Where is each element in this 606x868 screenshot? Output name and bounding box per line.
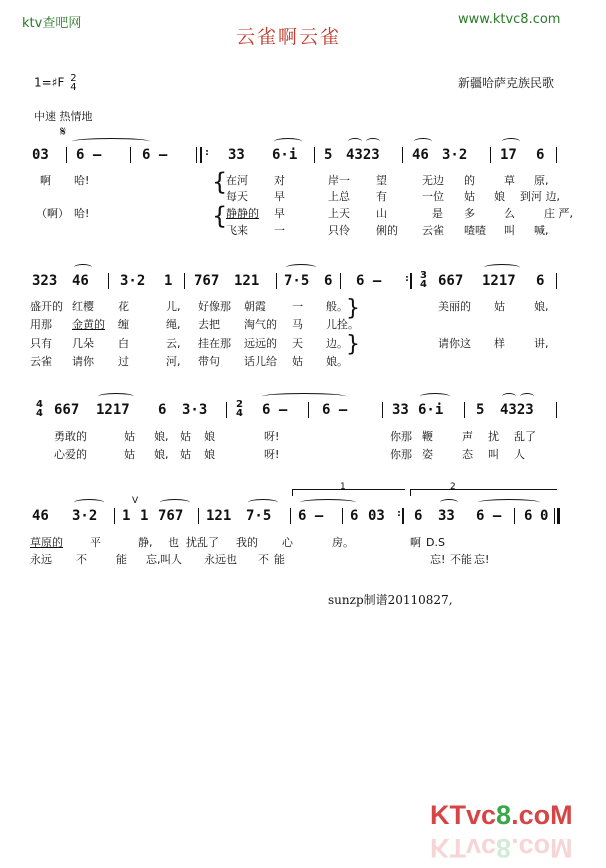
lyric: 早: [274, 190, 285, 203]
note-group: 6: [414, 508, 423, 524]
watermark-text: 8: [496, 800, 512, 830]
watermark-text: 8: [496, 833, 512, 863]
lyric: 扰: [488, 430, 499, 443]
note-group: 17: [500, 147, 517, 163]
lyric: 叫: [488, 448, 499, 461]
barline: [556, 147, 557, 163]
note-group: 33: [392, 402, 409, 418]
lyric: 娘: [204, 430, 215, 443]
lyric: 人: [514, 448, 525, 461]
lyric: 是: [432, 207, 443, 220]
lyric: 心: [282, 536, 293, 549]
repeat-dots: :: [404, 273, 411, 284]
note-group: 5: [476, 402, 485, 418]
lyric: 勇敢的: [54, 430, 87, 443]
lyric: 在河: [226, 174, 248, 187]
barline: [198, 508, 199, 524]
note-group: 46: [32, 508, 49, 524]
time-signature: [36, 400, 43, 418]
lyric: 到河 边,: [520, 190, 560, 203]
lyric: 过: [118, 355, 129, 368]
time-den: 4: [236, 408, 243, 419]
barline: [554, 508, 555, 524]
time-num: 2: [236, 399, 243, 410]
note-group: 6 –: [142, 147, 168, 163]
barline: [340, 273, 341, 289]
volta-label: 2: [450, 482, 456, 492]
barline: [514, 508, 515, 524]
lyric: 盛开的: [30, 300, 63, 313]
note-group: 33: [228, 147, 245, 163]
watermark-reflection: [430, 832, 573, 863]
lyric: 哈!: [74, 174, 90, 187]
note-group: 6 –: [76, 147, 102, 163]
lyric: 也: [168, 536, 179, 549]
lyric: 原,: [534, 174, 549, 187]
verse-row-2: [30, 316, 359, 332]
note-group: 121: [234, 273, 260, 289]
slur: [414, 138, 432, 145]
slur: [160, 499, 190, 506]
lyric: 一位: [422, 190, 444, 203]
note-group: 1: [122, 508, 131, 524]
lyric: 呀!: [264, 448, 280, 461]
lyric: 姑: [124, 430, 135, 443]
time-signature: [70, 74, 76, 92]
note-group: 6: [158, 402, 167, 418]
lyric: 平: [90, 536, 101, 549]
note-group: 46: [412, 147, 429, 163]
time-signature: [236, 400, 243, 418]
lyric: 啊: [410, 536, 421, 549]
barline: [114, 508, 115, 524]
lyric: 云雀: [422, 224, 444, 237]
verse-row-3: [30, 335, 348, 351]
verse-row-3: [226, 205, 573, 221]
note-group: 323: [32, 273, 58, 289]
lyric: 忘!: [430, 553, 446, 566]
tie: [72, 138, 150, 145]
lyric: 一: [292, 300, 303, 313]
time-num: 2: [70, 73, 77, 84]
repeat-dots: :: [396, 508, 403, 519]
lyric: 边。: [326, 337, 348, 350]
slur: [248, 499, 278, 506]
tempo-marking: 中速 热情地: [34, 110, 93, 123]
lyric: 喊,: [534, 224, 549, 237]
note-group: 33: [438, 508, 455, 524]
lyric: 般。: [326, 300, 348, 313]
verse-row-2: [54, 446, 525, 462]
lyric: 马: [292, 318, 303, 331]
note-group: 1: [164, 273, 173, 289]
slur: [420, 393, 450, 400]
lyric: 姑: [124, 448, 135, 461]
verse-row-4: [226, 222, 549, 238]
lyric: 姑: [494, 300, 505, 313]
slur: [502, 138, 520, 145]
lyric: 云,: [166, 337, 181, 350]
lyric: 带句: [198, 355, 220, 368]
segno-sign: 𝄋: [60, 124, 67, 140]
watermark-text: KTvc: [430, 800, 497, 830]
lyric: 山: [376, 207, 387, 220]
verse-row-1: [226, 172, 549, 188]
lyric: 白: [118, 337, 129, 350]
slur: [286, 264, 316, 271]
note-group: 3·2: [120, 273, 146, 289]
note-group: 6: [350, 508, 359, 524]
note-group: 6: [324, 273, 333, 289]
slur: [98, 393, 134, 400]
lyric: 你那: [390, 448, 412, 461]
barline: [66, 147, 67, 163]
lyric: 不: [258, 553, 269, 566]
lyric: 能: [274, 553, 285, 566]
note-group: 3·3: [182, 402, 208, 418]
note-group: 46: [72, 273, 89, 289]
lyric: 绳,: [166, 318, 181, 331]
note-group: 1217: [482, 273, 516, 289]
tie: [478, 499, 540, 506]
time-num: 3: [420, 270, 427, 281]
watermark-text: .coM: [511, 800, 573, 830]
repeat-dots: :: [204, 147, 211, 158]
lyric: 能: [116, 553, 127, 566]
lyric: 无边: [422, 174, 444, 187]
verse-row-1: [30, 298, 348, 314]
verse-row-2: [226, 188, 560, 204]
song-title: 云雀啊云雀: [236, 26, 342, 48]
lyric: 草: [504, 174, 515, 187]
lyric: 娘: [494, 190, 505, 203]
barline: [226, 402, 227, 418]
lyric: （啊）: [36, 207, 69, 220]
lyric: 姑: [464, 190, 475, 203]
transcriber-credit: sunzp制谱20110827,: [328, 593, 453, 607]
note-group: 7·5: [284, 273, 310, 289]
note-group: 1217: [96, 402, 130, 418]
lyric: 鞭: [422, 430, 433, 443]
time-num: 4: [36, 399, 43, 410]
lyric: 草原的: [30, 536, 63, 549]
note-group: 6: [536, 147, 545, 163]
lyric: 的: [464, 174, 475, 187]
watermark-text: .coM: [511, 833, 573, 863]
lyric: 你那: [390, 430, 412, 443]
slur: [74, 264, 92, 271]
tie: [300, 499, 356, 506]
barline: [556, 273, 557, 289]
lyric: 扰乱了: [186, 536, 219, 549]
time-den: 4: [70, 82, 77, 93]
lyric: 娘,: [154, 430, 169, 443]
note-group: 767: [158, 508, 184, 524]
time-den: 4: [420, 279, 427, 290]
lyric: 不: [76, 553, 87, 566]
lyric: 美丽的: [438, 300, 471, 313]
lyric: 呀!: [264, 430, 280, 443]
lyric: 叫: [504, 224, 515, 237]
breath-mark: V: [132, 496, 139, 506]
slur: [520, 393, 534, 400]
time-signature: [420, 271, 427, 289]
lyric: 永远也: [204, 553, 237, 566]
lyric: 忘,: [146, 553, 161, 566]
lyric: 话儿给: [244, 355, 277, 368]
barline: [290, 508, 291, 524]
note-group: 0: [540, 508, 549, 524]
verse-brace: {: [212, 168, 228, 196]
note-group: 6·i: [272, 147, 298, 163]
lyric: 房。: [332, 536, 354, 549]
final-bar: [557, 508, 560, 524]
lyric: 只有: [30, 337, 52, 350]
note-group: 6: [524, 508, 533, 524]
lyric: 有: [376, 190, 387, 203]
lyric: 花: [118, 300, 129, 313]
tie: [262, 393, 346, 400]
slur: [440, 499, 458, 506]
lyric: 姑: [292, 355, 303, 368]
note-group: 03: [32, 147, 49, 163]
lyric: 望: [376, 174, 387, 187]
repeat-start-bar: [200, 147, 202, 163]
lyric: 喳喳: [464, 224, 486, 237]
volta-bracket-1: [292, 489, 405, 496]
lyric: 上总: [328, 190, 350, 203]
lyric: D.S: [426, 536, 445, 549]
lyric: 请你: [72, 355, 94, 368]
lyric: 静,: [138, 536, 153, 549]
lyric: 乱了: [514, 430, 536, 443]
lyric: 天: [292, 337, 303, 350]
slur: [502, 393, 516, 400]
slur: [274, 138, 302, 145]
lyric: 静静的: [226, 207, 259, 220]
note-group: 121: [206, 508, 232, 524]
barline: [342, 508, 343, 524]
barline: [108, 273, 109, 289]
verse-right-1: [438, 298, 549, 314]
site-left-label[interactable]: ktv查吧网: [22, 16, 82, 31]
repeat-end-bar: [410, 273, 412, 289]
note-group: 6 –: [356, 273, 382, 289]
lyric: 岸一: [328, 174, 350, 187]
verse-brace: }: [346, 296, 360, 321]
note-group: 3·2: [442, 147, 468, 163]
barline: [130, 147, 131, 163]
lyric: 请你这: [438, 337, 471, 350]
note-group: 6 –: [322, 402, 348, 418]
song-origin: 新疆哈萨克族民歌: [458, 76, 555, 90]
note-group: 03: [368, 508, 385, 524]
volta-bracket-2: [410, 489, 557, 496]
barline: [464, 402, 465, 418]
barline: [196, 147, 197, 163]
lyric: 朝霞: [244, 300, 266, 313]
repeat-end-bar: [402, 508, 404, 524]
lyric: 去把: [198, 318, 220, 331]
lyric: 早: [274, 207, 285, 220]
barline: [308, 402, 309, 418]
slur: [74, 499, 104, 506]
barline: [556, 402, 557, 418]
note-group: 5: [324, 147, 333, 163]
lyric: 挂在那: [198, 337, 231, 350]
lyric: 缠: [118, 318, 129, 331]
slur: [348, 138, 362, 145]
verse-row-1: [54, 428, 536, 444]
lyric: 忘!: [474, 553, 490, 566]
lyric: 一: [274, 224, 285, 237]
slur: [484, 264, 520, 271]
note-group: 667: [438, 273, 464, 289]
site-right-label[interactable]: www.ktvc8.com: [458, 12, 561, 27]
lyric: 娘,: [534, 300, 549, 313]
lyric: 儿拴。: [326, 318, 359, 331]
barline: [382, 402, 383, 418]
lyric: 不能: [450, 553, 472, 566]
lyric: 上天: [328, 207, 350, 220]
lyric: 几朵: [72, 337, 94, 350]
lyric: 啊: [40, 174, 51, 187]
volta-label: 1: [340, 482, 346, 492]
watermark-text: KTvc: [430, 833, 497, 863]
lyric: 远远的: [244, 337, 277, 350]
barline: [184, 273, 185, 289]
barline: [314, 147, 315, 163]
lyric: 叫人: [160, 553, 182, 566]
lyric: 么: [504, 207, 515, 220]
watermark-logo: [430, 800, 573, 831]
note-group: 6 –: [476, 508, 502, 524]
note-group: 4323: [500, 402, 534, 418]
lyric: 飞来: [226, 224, 248, 237]
lyric: 每天: [226, 190, 248, 203]
note-group: 6 –: [298, 508, 324, 524]
key-label: 1=♯F: [34, 75, 65, 90]
lyric: 好像那: [198, 300, 231, 313]
lyric: 讲,: [534, 337, 549, 350]
note-group: 6 –: [262, 402, 288, 418]
verse-row-4: [30, 353, 348, 369]
lyric: 只伶: [328, 224, 350, 237]
time-den: 4: [36, 408, 43, 419]
lyric: 态: [462, 448, 473, 461]
verse-right-2: [438, 335, 549, 351]
lyric: 云雀: [30, 355, 52, 368]
note-group: 6: [536, 273, 545, 289]
slur: [366, 138, 380, 145]
lyric: 声: [462, 430, 473, 443]
lyric: 姑: [180, 430, 191, 443]
lyric: 红樱: [72, 300, 94, 313]
barline: [490, 147, 491, 163]
lyric: 金黄的: [72, 318, 105, 331]
lyric: 娘。: [326, 355, 348, 368]
lyric: 心爱的: [54, 448, 87, 461]
lyric: 姑: [180, 448, 191, 461]
lyric: 对: [274, 174, 285, 187]
lyric: 我的: [236, 536, 258, 549]
note-group: 1: [140, 508, 149, 524]
note-group: 3·2: [72, 508, 98, 524]
note-group: 4323: [346, 147, 380, 163]
lyric: 用那: [30, 318, 52, 331]
lyric: 庄 严,: [544, 207, 573, 220]
lyric: 姿: [422, 448, 433, 461]
lyric: 样: [494, 337, 505, 350]
lyric: 娘: [204, 448, 215, 461]
lyric: 河,: [166, 355, 181, 368]
lyric: 儿,: [166, 300, 181, 313]
verse-row-2: [30, 551, 489, 567]
verse-row-1: [30, 534, 445, 550]
lyric: 多: [464, 207, 475, 220]
note-group: 667: [54, 402, 80, 418]
verse-brace: {: [212, 202, 228, 230]
lyric: 淘气的: [244, 318, 277, 331]
barline: [402, 147, 403, 163]
note-group: 7·5: [246, 508, 272, 524]
lyric: 永远: [30, 553, 52, 566]
lyric: 娘,: [154, 448, 169, 461]
lyric: 俐的: [376, 224, 398, 237]
note-group: 767: [194, 273, 220, 289]
verse-brace: }: [346, 332, 360, 357]
note-group: 6·i: [418, 402, 444, 418]
barline: [276, 273, 277, 289]
key-signature: [34, 74, 77, 92]
lyric: 哈!: [74, 207, 90, 220]
